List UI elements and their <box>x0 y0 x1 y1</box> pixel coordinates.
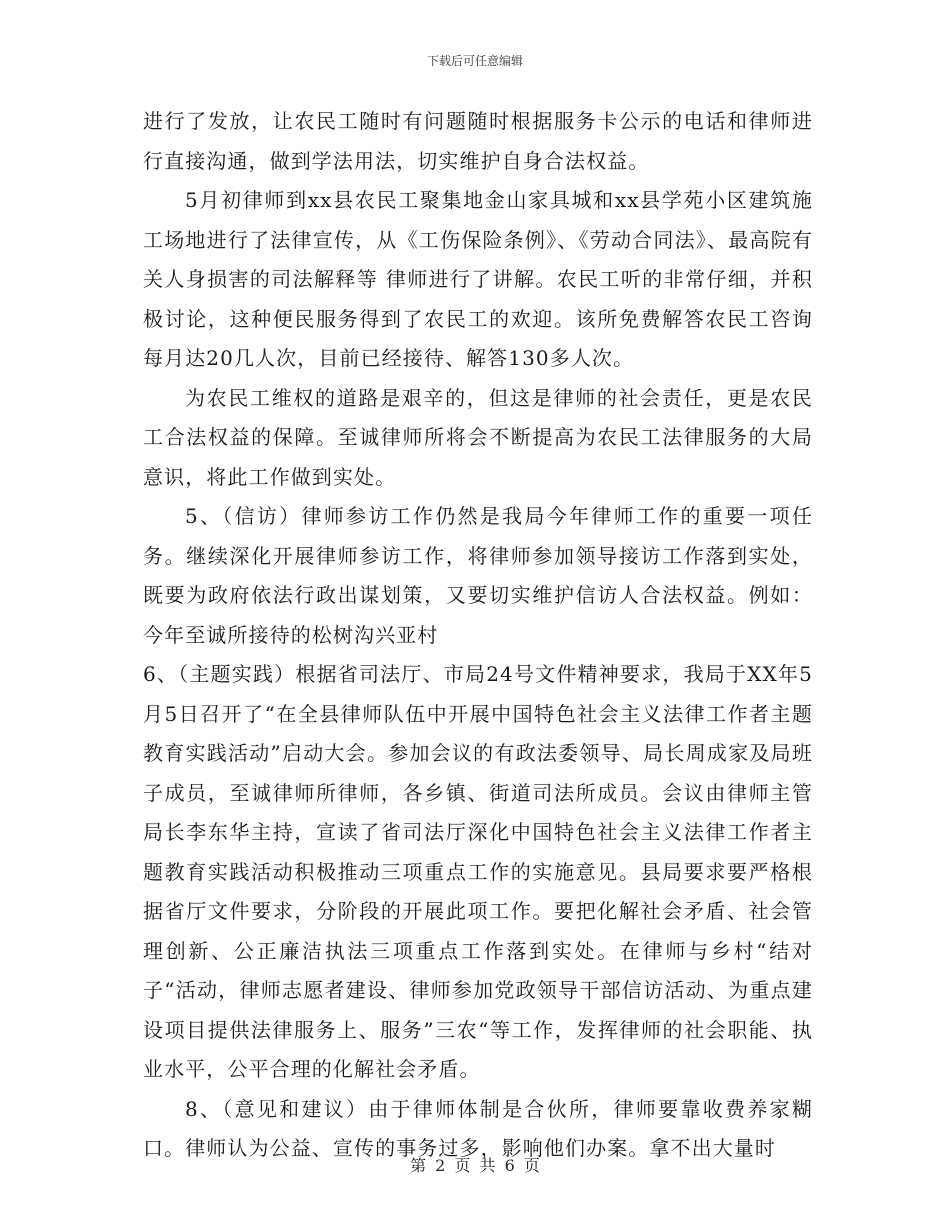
paragraph-6: 8、（意见和建议）由于律师体制是合伙所，律师要靠收费养家糊口。律师认为公益、宣传的事务过多，影响他们办案。拿不出大量时 <box>143 1096 813 1160</box>
paragraph-4: 5、（信访）律师参访工作仍然是我局今年律师工作的重要一项任务。继续深化开展律师参访工作，将律师参加领导接访工作落到实处，既要为政府依法行政出谋划策，又要切实维护信访人合法权益。例如：今年至诚所接待的松树沟兴亚村 <box>143 504 813 647</box>
page-header: 下载后可任意编辑 <box>426 54 523 68</box>
page-number: 第 2 页 共 6 页 <box>410 1156 540 1175</box>
paragraph-2: 5月初律师到xx县农民工聚集地金山家具城和xx县学苑小区建筑施工场地进行了法律宣传，从《工伤保险条例》、《劳动合同法》、最高院有关人身损害的司法解释等 律师进行了讲解。农民工听的非常仔细，并积极讨论，这种便民服务得到了农民工的欢迎。该所免费解答农民工咨询每月达20几人次，目前已经接待、解答130多人次。 <box>143 188 813 370</box>
paragraph-3: 为农民工维权的道路是艰辛的，但这是律师的社会责任，更是农民工合法权益的保障。至诚律师所将会不断提高为农民工法律服务的大局意识，将此工作做到实处。 <box>143 385 813 489</box>
paragraph-5: 6、（主题实践）根据省司法厅、市局24号文件精神要求，我局于XX年5月5日召开了“在全县律师队伍中开展中国特色社会主义法律工作者主题教育实践活动”启动大会。参加会议的有政法委领导、局长周成家及局班子成员，至诚律师所律师，各乡镇、街道司法所成员。会议由律师主管局长李东华主持，宣读了省司法厅深化中国特色社会主义法律工作者主题教育实践活动积极推动三项重点工作的实施意见。县局要求要严格根据省厅文件要求，分阶段的开展此项工作。要把化解社会矛盾、社会管理创新、公正廉洁执法三项重点工作落到实处。在律师与乡村“结对子“活动，律师志愿者建设、律师参加党政领导干部信访活动、为重点建设项目提供法律服务上、服务”三农“等工作，发挥律师的社会职能、执业水平，公平合理的化解社会矛盾。 <box>143 662 813 1081</box>
document-body <box>143 102 813 1169</box>
paragraph-1: 进行了发放，让农民工随时有问题随时根据服务卡公示的电话和律师进行直接沟通，做到学法用法，切实维护自身合法权益。 <box>143 109 813 173</box>
